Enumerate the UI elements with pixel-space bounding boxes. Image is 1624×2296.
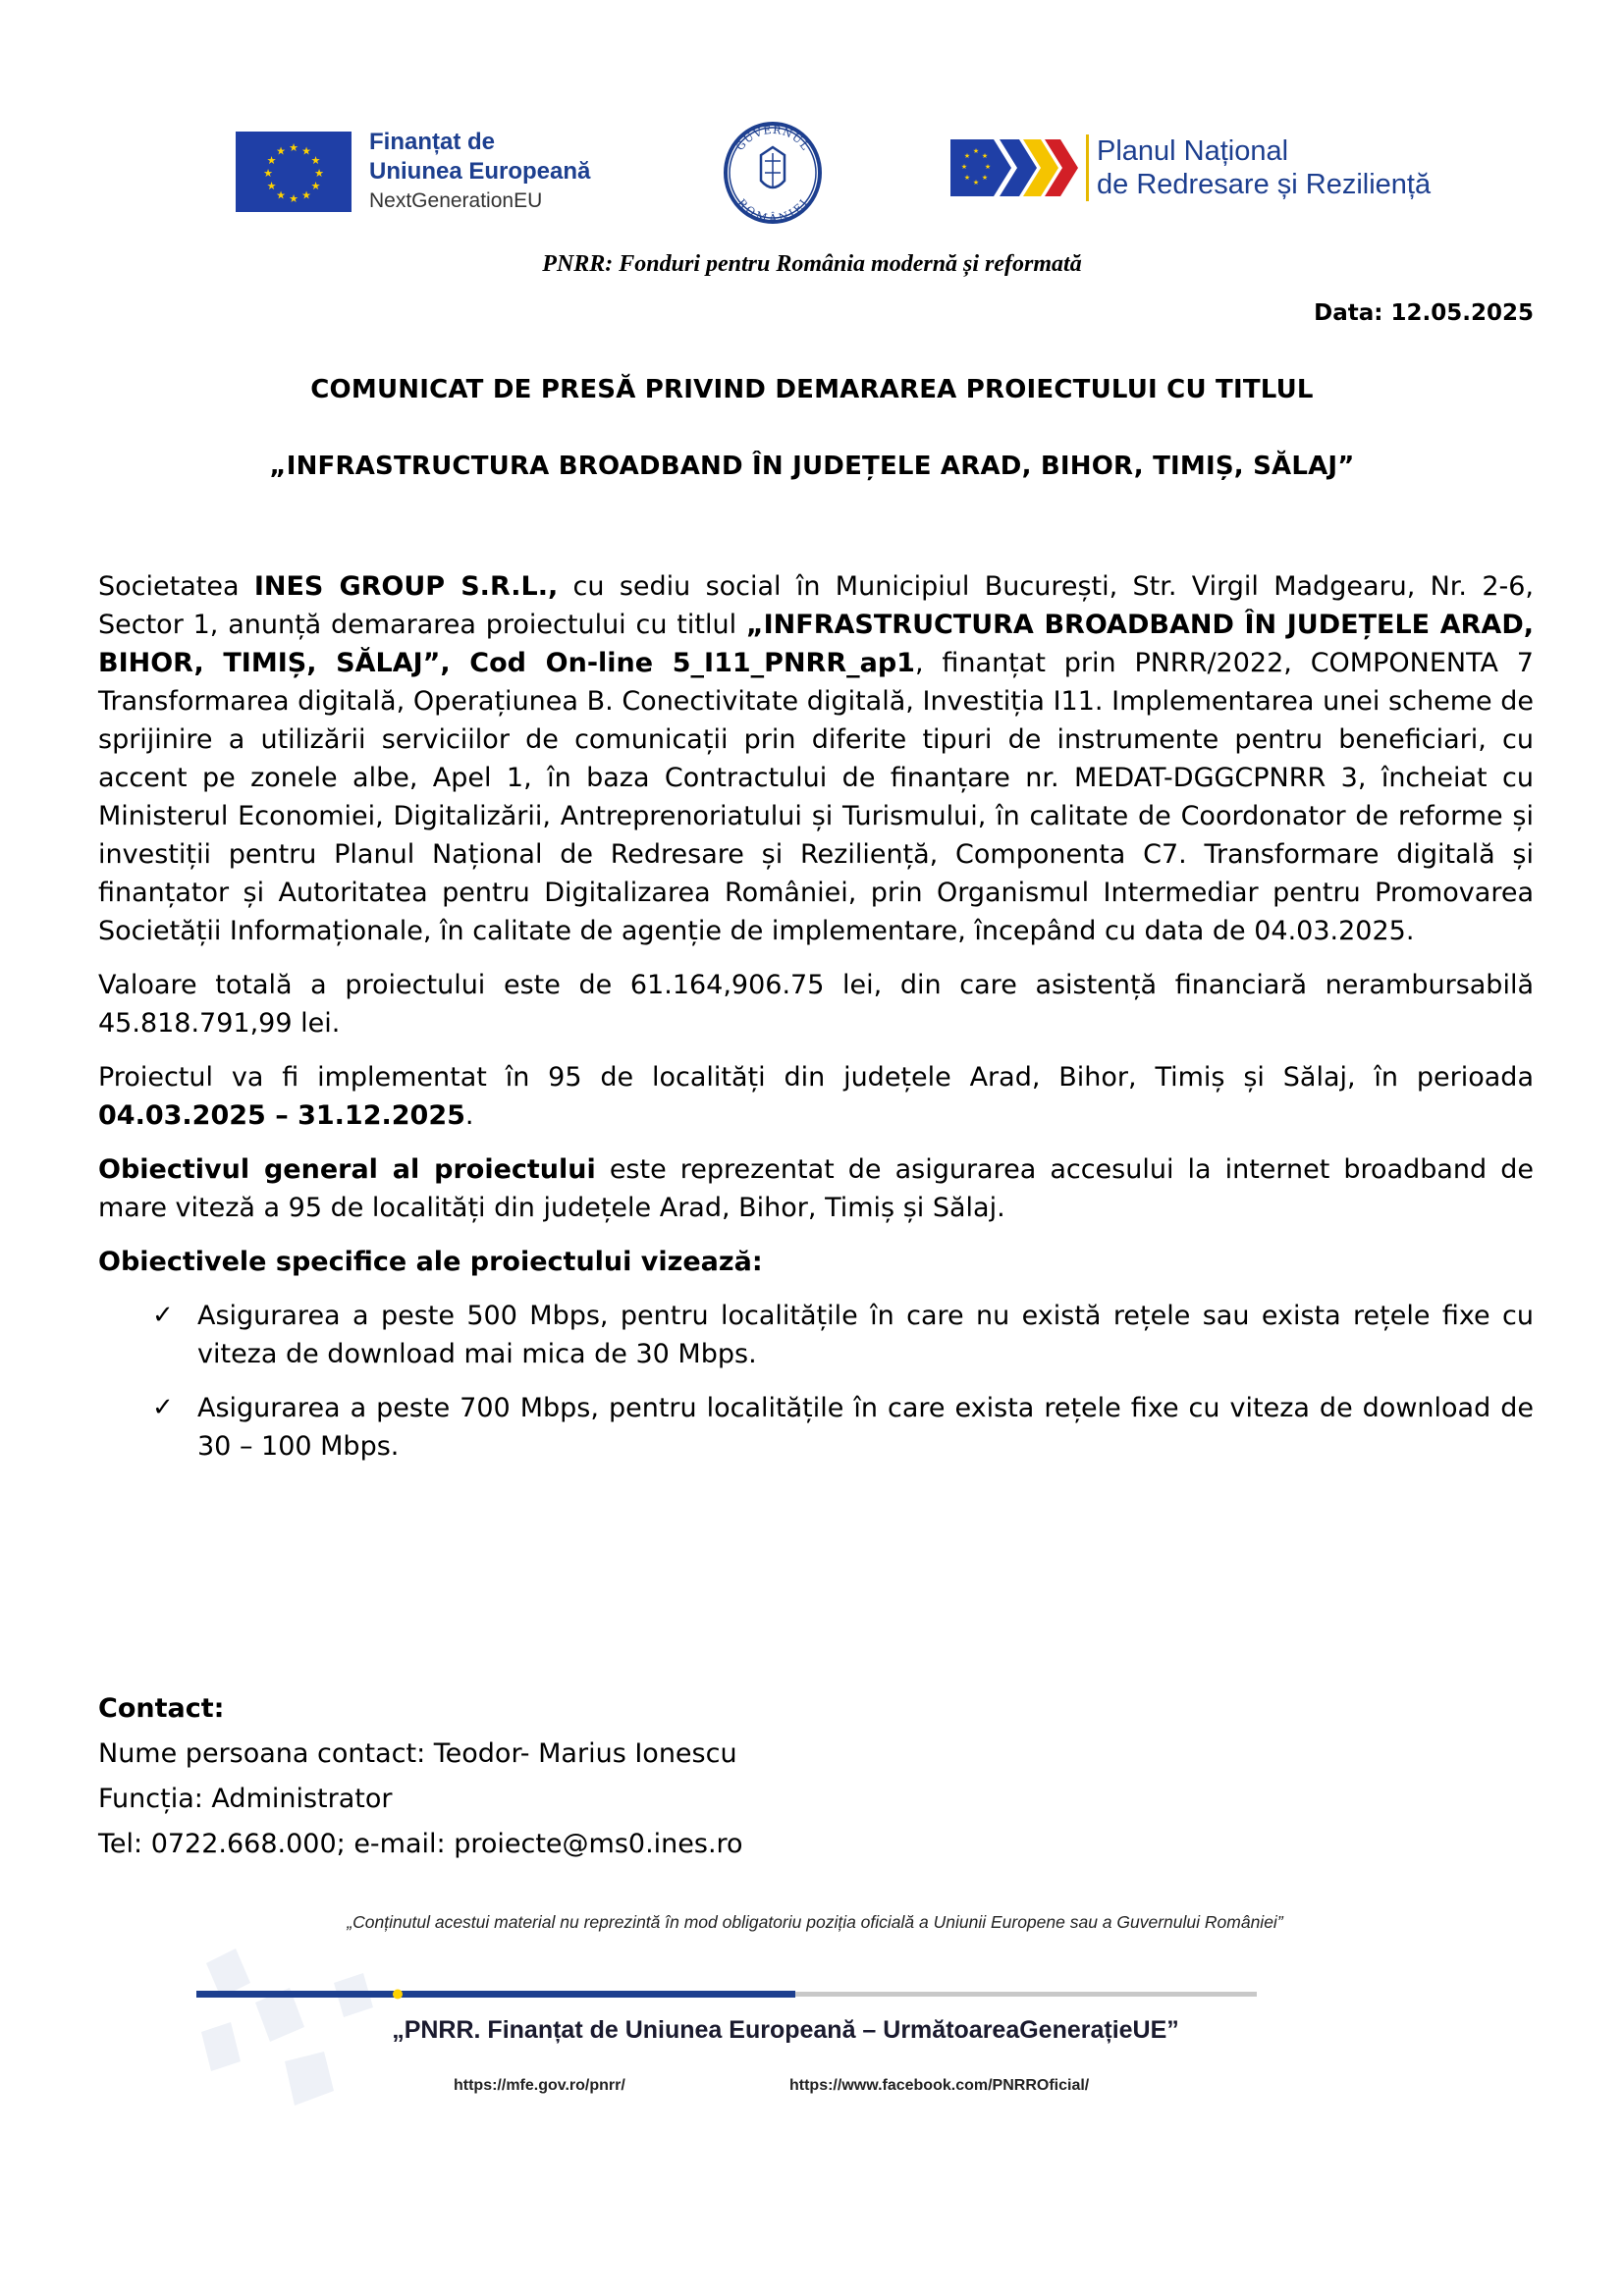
checkmark-icon: ✓ [152,1301,174,1330]
contact-role: Funcția: Administrator [98,1784,393,1814]
period-text-1: Proiectul va fi implementat în 95 de localități din județele Arad, Bihor, Timiș și Sălaj, în perioada [98,1062,1534,1093]
svg-text:★: ★ [266,180,277,192]
svg-text:★: ★ [301,144,311,158]
title-line-1: COMUNICAT DE PRESĂ PRIVIND DEMARAREA PROIECTULUI CU TITLUL [310,375,1314,404]
project-period: 04.03.2025 – 31.12.2025 [98,1100,465,1131]
footer-divider-bar [196,1985,1257,1997]
period-text-2: . [464,1100,474,1131]
svg-text:★: ★ [289,192,298,205]
eu-logo-line1: Finanțat de [369,129,496,155]
eu-logo-line2: Uniunea Europeană [369,158,591,185]
contact-name: Nume persoana contact: Teodor- Marius Ionescu [98,1738,737,1769]
pnrr-logo [950,132,1431,204]
pnrr-logo-line1: Planul Național [1097,135,1289,167]
svg-text:★: ★ [310,154,321,167]
svg-text:★: ★ [301,188,311,202]
motto: PNRR: Fonduri pentru România modernă și reformată [542,251,1082,277]
list-item [98,1389,1534,1466]
intro-text-1: Societatea [98,571,254,602]
svg-text:★: ★ [972,147,980,155]
paragraph-value: Valoare totală a proiectului este de 61.164,906.75 lei, din care asistență financiară nerambursabilă 45.818.791,99 lei. [98,970,1534,1039]
objective-text: Asigurarea a peste 500 Mbps, pentru localitățile în care nu există rețele sau exista rețele fixe cu viteza de download mai mica de 30 Mbps. [197,1301,1534,1369]
svg-text:★: ★ [963,152,971,160]
project-title: „INFRASTRUCTURA BROADBAND ÎN JUDEȚELE ARAD, BIHOR, TIMIȘ, SĂLAJ”, Cod On-line 5_I11_PNRR_ap1 [98,610,1534,678]
contact-phone-email[interactable]: Tel: 0722.668.000; e-mail: proiecte@ms0.ines.ro [98,1829,743,1859]
svg-text:★: ★ [276,188,286,202]
svg-text:★: ★ [963,174,971,182]
objective-text: Asigurarea a peste 700 Mbps, pentru localitățile în care exista rețele fixe cu viteza de download de 30 – 100 Mbps. [197,1393,1534,1462]
checkmark-icon: ✓ [152,1393,174,1422]
list-item [98,1297,1534,1373]
eu-funding-logo [236,128,590,216]
intro-text-3: , finanțat prin PNRR/2022, COMPONENTA 7 Transformarea digitală, Operațiunea B. Conectivitate digitală, Investiția I11. Implementarea unei scheme de sprijinire a utilizării serviciilor de comunicații prin diferite tipuri de instrumente pentru beneficiari, cu accent pe zonele albe, Apel 1, în baza Contractului de finanțare nr. MEDAT-DGGCPNRR 3, încheiat cu Ministerul Economiei, Digitalizării, Antreprenoriatului și Turismului, în calitate de Coordonator de reforme și investiții pentru Planul Național de Redresare și Reziliență, Componenta C7. Transformare digitală și finanțator și Autoritatea pentru Digitalizarea României, prin Organismul Intermediar pentru Promovarea Societății Informaționale, în calitate de agenție de implementare, începând cu data de 04.03.2025. [98,648,1534,946]
general-objective-label: Obiectivul general al proiectului [98,1154,596,1185]
document-date: Data: 12.05.2025 [1314,300,1534,326]
title-line-2: „INFRASTRUCTURA BROADBAND ÎN JUDEȚELE ARAD, BIHOR, TIMIȘ, SĂLAJ” [269,452,1355,481]
contact-block [98,1686,743,1867]
eu-logo-line3: NextGenerationEU [369,189,543,212]
pnrr-logo-line2: de Redresare și Reziliență [1097,169,1432,200]
general-objective-text: este reprezentat de asigurarea accesului la internet broadband de mare viteză a 95 de localități din județele Arad, Bihor, Timiș și Sălaj. [98,1154,1534,1223]
svg-text:★: ★ [960,163,968,171]
paragraph-general-objective [98,1150,1534,1227]
footer-disclaimer: „Conținutul acestui material nu reprezintă în mod obligatoriu poziția oficială a Uniunii Europene sau a Guvernului României” [347,1912,1283,1932]
facebook-link[interactable]: https://www.facebook.com/PNRROficial/ [789,2077,1090,2094]
eu-flag-icon [236,132,352,212]
specific-objectives-heading: Obiectivele specifice ale proiectului vizează: [98,1247,763,1277]
svg-text:★: ★ [276,144,286,158]
svg-text:★: ★ [314,167,324,180]
intro-text-2: cu sediu social în Municipiul București, Str. Virgil Madgearu, Nr. 2-6, Sector 1, anunță demararea proiectului cu titlul [98,571,1535,640]
seal-text-bottom: ROMÂNIEI [734,196,811,224]
pnrr-chevron-icon [950,132,1078,204]
svg-text:ROMÂNIEI [735,196,811,224]
mfe-link[interactable]: https://mfe.gov.ro/pnrr/ [454,2077,625,2094]
seal-text-top: GUVERNUL [733,123,812,153]
logo-bar [0,118,1624,236]
specific-objectives-list [98,1297,1534,1466]
company-name: INES GROUP S.R.L., [253,571,559,602]
svg-text:★: ★ [981,152,989,160]
footer [196,1904,1434,2130]
document-body [98,567,1534,1481]
paragraph-intro [98,567,1534,950]
svg-text:★: ★ [984,163,992,171]
svg-text:★: ★ [972,179,980,187]
footer-slogan: „PNRR. Finanțat de Uniunea Europeană – UrmătoareaGenerațieUE” [392,2016,1179,2044]
svg-text:★: ★ [981,174,989,182]
paragraph-period [98,1058,1534,1135]
svg-text:★: ★ [289,141,298,154]
contact-title: Contact: [98,1693,225,1724]
svg-text:★: ★ [310,180,321,192]
government-seal-icon [722,118,824,224]
svg-text:★: ★ [263,167,273,180]
svg-text:★: ★ [266,154,277,167]
